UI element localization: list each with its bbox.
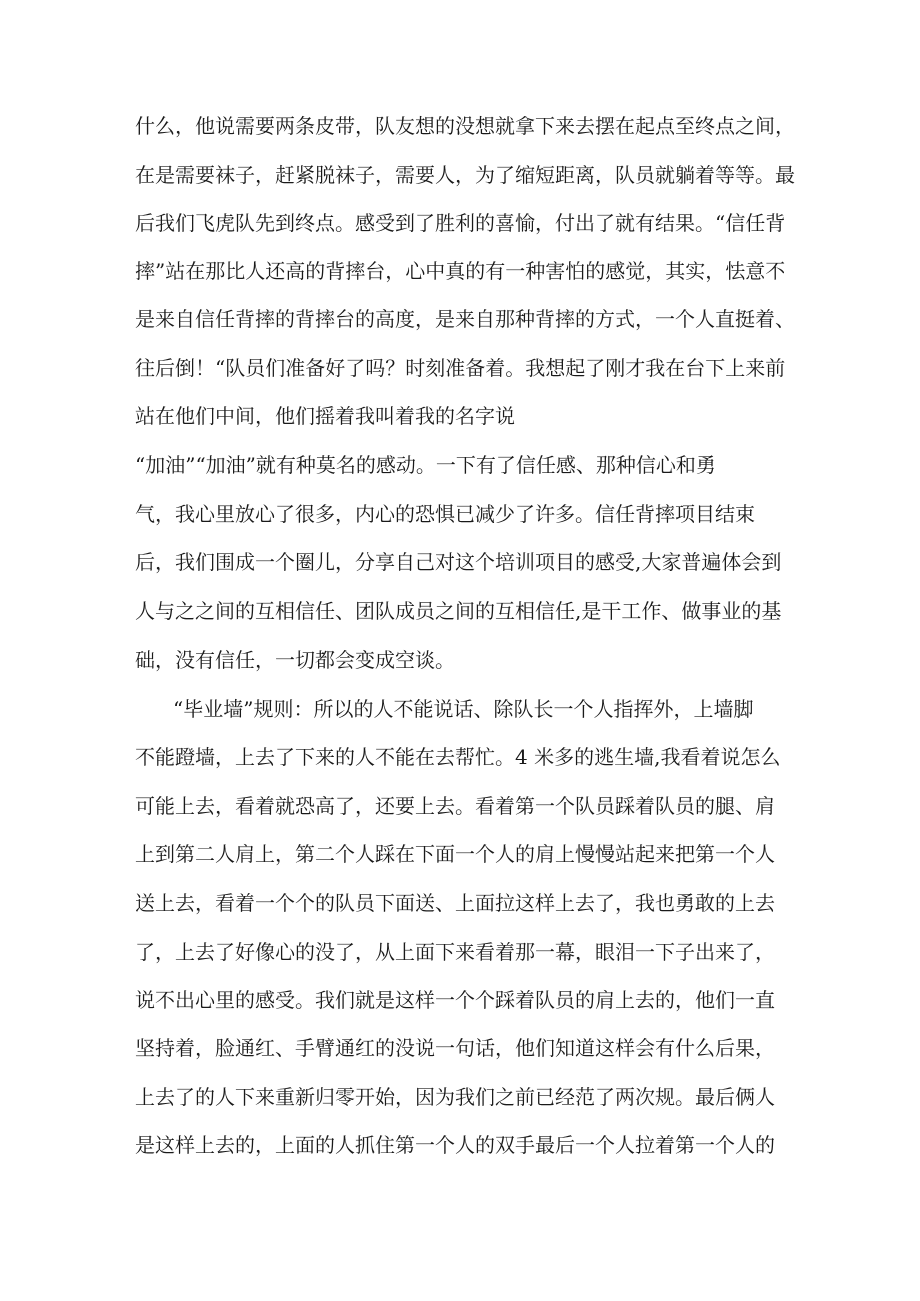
text-line: 是来自信任背摔的背摔台的高度，是来自那种背摔的方式，一个人直挺着、 xyxy=(135,307,795,331)
text-line: 在是需要袜子，赶紧脱袜子，需要人，为了缩短距离，队员就躺着等等。最 xyxy=(135,163,795,187)
text-line: 摔”站在那比人还高的背摔台，心中真的有一种害怕的感觉，其实，怯意不 xyxy=(135,259,786,283)
text-line: 送上去，看着一个个的队员下面送、上面拉这样上去了，我也勇敢的上去 xyxy=(135,891,775,915)
text-line: 站在他们中间，他们摇着我叫着我的名字说 xyxy=(135,404,515,428)
text-line: 说不出心里的感受。我们就是这样一个个踩着队员的肩上去的，他们一直 xyxy=(135,988,775,1012)
text-line: 不能蹬墙，上去了下来的人不能在去帮忙。4 米多的逃生墙,我看着说怎么 xyxy=(135,745,781,769)
text-line: 上去了的人下来重新归零开始，因为我们之前已经范了两次规。最后俩人 xyxy=(135,1085,775,1109)
text-line: 什么，他说需要两条皮带，队友想的没想就拿下来去摆在起点至终点之间， xyxy=(135,114,795,138)
text-line: 气，我心里放心了很多，内心的恐惧已减少了许多。信任背摔项目结束 xyxy=(135,502,755,526)
text-line: 是这样上去的，上面的人抓住第一个人的双手最后一个人拉着第一个人的 xyxy=(135,1133,775,1157)
text-line: 往后倒！“队员们准备好了吗？时刻准备着。我想起了刚才我在台下上来前 xyxy=(135,356,786,380)
text-line: 后，我们围成一个圈儿，分享自己对这个培训项目的感受,大家普遍体会到 xyxy=(135,550,782,574)
text-line: 上到第二人肩上，第二个人踩在下面一个人的肩上慢慢站起来把第一个人 xyxy=(135,842,775,866)
text-line: “加油”“加油”就有种莫名的感动。一下有了信任感、那种信心和勇 xyxy=(135,453,716,477)
text-line: 础，没有信任，一切都会变成空谈。 xyxy=(135,648,455,672)
text-line: 了，上去了好像心的没了，从上面下来看着那一幕，眼泪一下子出来了， xyxy=(135,940,775,964)
text-line: 后我们飞虎队先到终点。感受到了胜利的喜愉，付出了就有结果。“信任背 xyxy=(135,211,786,235)
text-line: “毕业墙”规则：所以的人不能说话、除队长一个人指挥外，上墙脚 xyxy=(173,697,754,721)
text-line: 可能上去，看着就恐高了，还要上去。看着第一个队员踩着队员的腿、肩 xyxy=(135,794,775,818)
text-line: 坚持着，脸通红、手臂通红的没说一句话，他们知道这样会有什么后果， xyxy=(135,1036,775,1060)
text-line: 人与之之间的互相信任、团队成员之间的互相信任,是干工作、做事业的基 xyxy=(135,599,782,623)
